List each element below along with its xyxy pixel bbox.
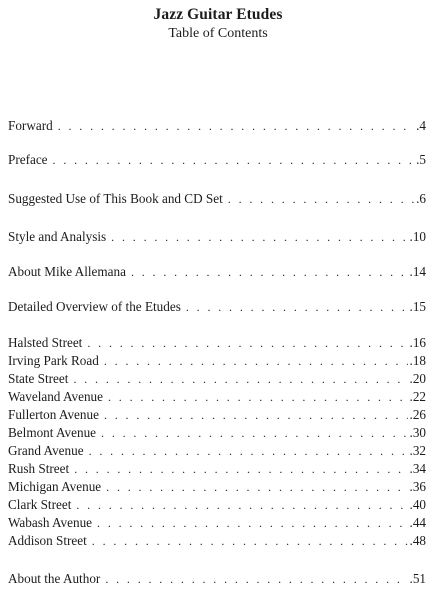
dot-leader [228,191,414,207]
dot-leader [104,353,408,369]
toc-entry[interactable] [8,335,426,351]
dot-leader [108,389,408,405]
dot-leader [92,533,408,549]
dot-leader [89,443,408,459]
toc-entry-page: .34 [409,461,426,476]
toc-entry-page: .18 [409,353,426,368]
toc-entry-page: .6 [416,191,426,206]
toc-entry-label: Wabash Avenue [8,515,93,530]
dot-leader [131,264,408,280]
toc-entry-page: .16 [409,335,426,350]
toc-entry-page: .32 [409,443,426,458]
dot-leader [73,371,407,387]
toc-entry-page: .30 [409,425,426,440]
toc-entry-label: Suggested Use of This Book and CD Set [8,191,223,206]
dot-leader [53,152,415,168]
toc-heading: Table of Contents [168,26,268,41]
toc-entry[interactable] [8,497,426,513]
toc-entry-label: Style and Analysis [8,229,107,244]
dot-leader [76,497,407,513]
toc-entry-page: .14 [409,264,426,279]
toc-entry-label: Addison Street [8,533,87,548]
toc-entry[interactable] [8,443,426,459]
toc-entry[interactable] [8,533,426,549]
toc-entry-page: .4 [416,118,426,133]
toc-entry[interactable] [8,299,426,315]
toc-entry-label: Clark Street [8,497,72,512]
toc-entry[interactable] [8,389,426,405]
toc-entry-label: Grand Avenue [8,443,84,458]
toc-entry-label: Michigan Avenue [8,479,102,494]
toc-entry-label: Waveland Avenue [8,389,103,404]
dot-leader [101,425,407,441]
toc-entry[interactable] [8,461,426,477]
toc-entry[interactable] [8,515,426,531]
toc-entry-label: Detailed Overview of the Etudes [8,299,181,314]
dot-leader [97,515,407,531]
toc-entry[interactable] [8,152,426,168]
dot-leader [104,407,408,423]
toc-entry-page: .36 [409,479,426,494]
toc-entry-label: Rush Street [8,461,70,476]
toc-entry-page: .51 [409,571,426,586]
toc-entry-label: About the Author [8,571,101,586]
toc-entry[interactable] [8,479,426,495]
toc-entry[interactable] [8,118,426,134]
toc-entry[interactable] [8,353,426,369]
dot-leader [74,461,407,477]
toc-entry-label: Halsted Street [8,335,83,350]
toc-entry-page: .48 [409,533,426,548]
toc-entry[interactable] [8,407,426,423]
dot-leader [186,299,408,315]
toc-entry-page: .44 [409,515,426,530]
dot-leader [105,571,407,587]
toc-entry[interactable] [8,229,426,245]
book-title: Jazz Guitar Etudes [153,6,283,23]
toc-entry-label: Forward [8,118,53,133]
toc-entry[interactable] [8,571,426,587]
dot-leader [87,335,407,351]
dot-leader [58,118,414,134]
toc-entry-label: State Street [8,371,69,386]
toc-entry-label: Preface [8,152,48,167]
toc-entry[interactable] [8,191,426,207]
toc-entry-label: About Mike Allemana [8,264,126,279]
toc-entry[interactable] [8,264,426,280]
toc-entry[interactable] [8,371,426,387]
dot-leader [111,229,407,245]
toc-entry-page: .20 [409,371,426,386]
toc-entry-page: .26 [409,407,426,422]
toc-entry-page: .22 [409,389,426,404]
toc-entry[interactable] [8,425,426,441]
toc-entry-page: .15 [409,299,426,314]
toc-entry-page: .5 [416,152,426,167]
dot-leader [106,479,407,495]
toc-entry-page: .10 [409,229,426,244]
toc-entry-page: .40 [409,497,426,512]
toc-entry-label: Belmont Avenue [8,425,97,440]
toc-entry-label: Irving Park Road [8,353,99,368]
toc-entry-label: Fullerton Avenue [8,407,99,422]
